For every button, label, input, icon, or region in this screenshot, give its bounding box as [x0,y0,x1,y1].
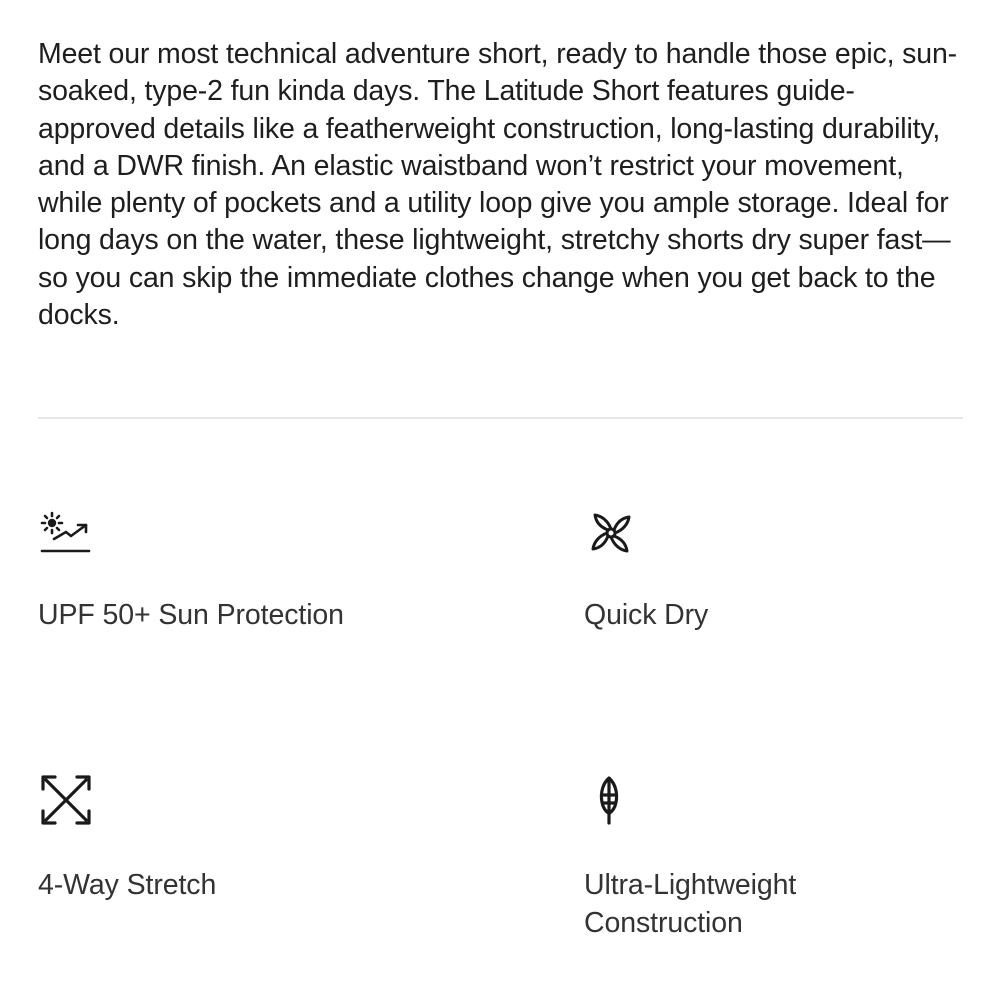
feature-label: UPF 50+ Sun Protection [38,599,344,631]
feature-label: Ultra-Lightweight Construction [584,869,797,939]
feature-label: 4-Way Stretch [38,869,217,901]
feature-label: Quick Dry [584,599,709,631]
sun-protection-icon [38,505,94,561]
product-description: Meet our most technical adventure short, ready to handle those epic, sun-soaked, type-2 fun kinda days. The Latitude Short features guide-approved details like a featherweight construction, long-lasting durability, and a DWR finish. An elastic waistband won’t restrict your movement, while plenty of pockets and a utility loop give you ample storage. Ideal for long days on the water, these lightweight, stretchy shorts dry super fast—so you can skip the immediate clothes change when you get back to the docks. [38,38,957,332]
quick-dry-fan-icon [584,505,640,561]
feather-leaf-icon [584,773,640,829]
section-divider [38,417,963,419]
four-way-stretch-icon [38,773,94,829]
